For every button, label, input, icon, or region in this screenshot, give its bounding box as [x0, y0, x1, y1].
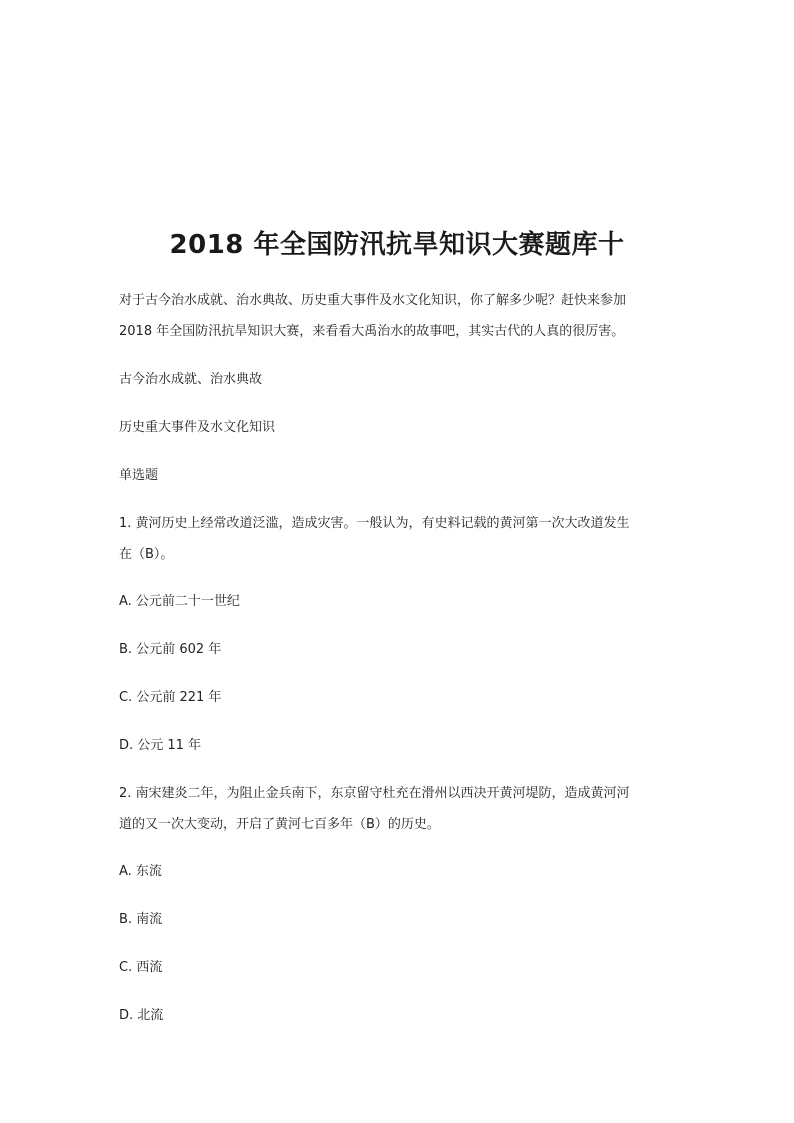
question-line: 道的又一次大变动，开启了黄河七百多年（B）的历史。 [119, 817, 440, 832]
section-heading-1: 古今治水成就、治水典故 [119, 372, 263, 387]
question-type-label: 单选题 [119, 468, 159, 483]
question-1-option-a: A. 公元前二十一世纪 [119, 594, 240, 609]
question-2-option-c: C. 西流 [119, 960, 163, 975]
intro-paragraph [119, 285, 679, 347]
question-2-option-d: D. 北流 [119, 1008, 164, 1023]
document-title: 2018 年全国防汛抗旱知识大赛题库十 [169, 230, 625, 260]
question-1-option-c: C. 公元前 221 年 [119, 690, 222, 705]
section-heading-2: 历史重大事件及水文化知识 [119, 420, 276, 435]
question-2-option-b: B. 南流 [119, 912, 163, 927]
intro-line: 对于古今治水成就、治水典故、历史重大事件及水文化知识，你了解多少呢？赶快来参加 [119, 293, 627, 308]
intro-line: 2018 年全国防汛抗旱知识大赛，来看看大禹治水的故事吧，其实古代的人真的很厉害。 [119, 324, 625, 339]
question-1-text [119, 508, 679, 570]
question-2-text [119, 778, 679, 840]
question-line: 1. 黄河历史上经常改道泛滥，造成灾害。一般认为，有史料记载的黄河第一次大改道发生 [119, 516, 630, 531]
question-line: 在（B）。 [119, 547, 174, 562]
question-2-option-a: A. 东流 [119, 864, 162, 879]
question-1-option-d: D. 公元 11 年 [119, 738, 202, 753]
question-line: 2. 南宋建炎二年，为阻止金兵南下，东京留守杜充在滑州以西决开黄河堤防，造成黄河河 [119, 786, 630, 801]
question-1-option-b: B. 公元前 602 年 [119, 642, 222, 657]
